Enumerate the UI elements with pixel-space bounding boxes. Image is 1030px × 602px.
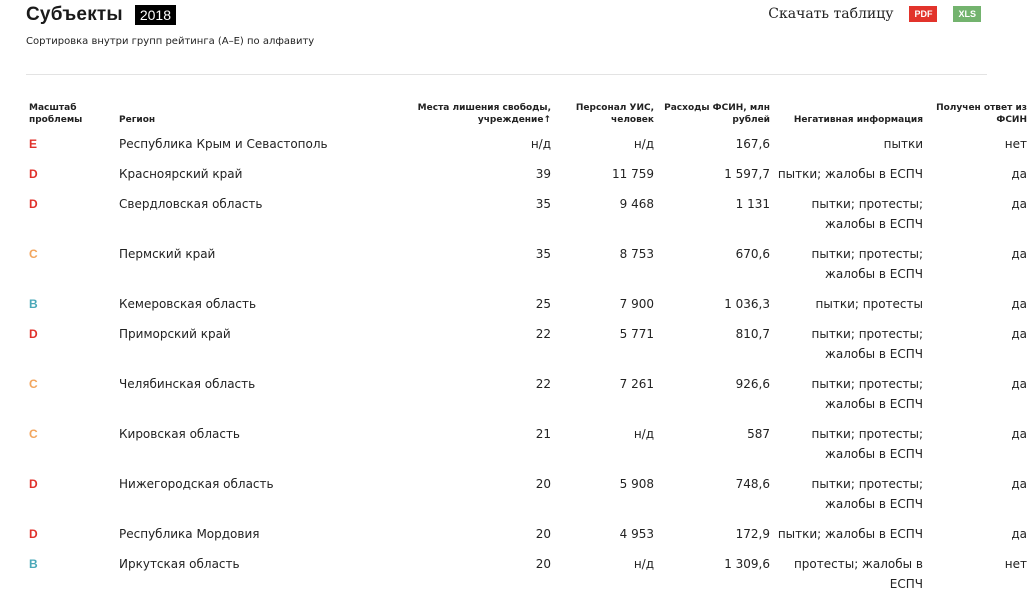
cost-cell: 926,6 — [735, 377, 770, 391]
staff-cell: 11 759 — [612, 167, 654, 181]
negative-info-cell: пытки; жалобы в ЕСПЧ — [777, 167, 923, 181]
region-cell: Пермский край — [119, 247, 216, 261]
negative-info-cell: пытки; жалобы в ЕСПЧ — [777, 527, 923, 541]
region-cell: Иркутская область — [119, 557, 240, 571]
table-row — [26, 192, 1030, 242]
cost-cell: 587 — [747, 427, 770, 441]
staff-cell: 7 900 — [619, 297, 654, 311]
divider — [26, 74, 987, 75]
region-cell: Нижегородская область — [119, 477, 274, 491]
table-row — [26, 242, 1030, 292]
cost-cell: 1 036,3 — [724, 297, 770, 311]
cost-cell: 670,6 — [735, 247, 770, 261]
region-cell: Приморский край — [119, 327, 231, 341]
answer-cell: нет — [1004, 137, 1027, 151]
table-row — [26, 292, 1030, 322]
col-places-label: Места лишения свободы, учреждение — [417, 103, 551, 125]
table-row — [26, 162, 1030, 192]
places-cell: 20 — [535, 477, 551, 491]
staff-cell: 5 908 — [619, 477, 654, 491]
negative-info-cell: пытки; протесты — [815, 297, 923, 311]
staff-cell: 9 468 — [619, 197, 654, 211]
regions-table — [26, 102, 1030, 602]
col-answer-header[interactable] — [926, 102, 1030, 132]
answer-cell: да — [1011, 427, 1027, 441]
table-row — [26, 322, 1030, 372]
places-cell: 25 — [535, 297, 551, 311]
col-region-header[interactable] — [116, 102, 399, 132]
scale-grade: D — [29, 197, 38, 211]
answer-cell: да — [1011, 327, 1027, 341]
answer-cell: да — [1011, 197, 1027, 211]
places-cell: 20 — [535, 527, 551, 541]
negative-info-cell: пытки; протесты; жалобы в ЕСПЧ — [811, 427, 923, 461]
page-title: Субъекты — [26, 4, 123, 25]
cost-cell: 1 597,7 — [724, 167, 770, 181]
negative-info-cell: пытки; протесты; жалобы в ЕСПЧ — [811, 247, 923, 281]
negative-info-cell: пытки — [883, 137, 923, 151]
scale-grade: E — [29, 137, 38, 151]
answer-cell: да — [1011, 297, 1027, 311]
negative-info-cell: протесты; жалобы в ЕСПЧ — [793, 557, 923, 591]
staff-cell: 7 261 — [619, 377, 654, 391]
table-header-row — [26, 102, 1030, 132]
col-scale-header[interactable] — [26, 102, 116, 132]
negative-info-cell: пытки; протесты; жалобы в ЕСПЧ — [811, 377, 923, 411]
region-cell: Кировская область — [119, 427, 241, 441]
places-cell: 20 — [535, 557, 551, 571]
col-staff-header[interactable] — [554, 102, 657, 132]
scale-grade: C — [29, 427, 38, 441]
staff-cell: н/д — [633, 137, 654, 151]
answer-cell: да — [1011, 167, 1027, 181]
answer-cell: да — [1011, 527, 1027, 541]
answer-cell: нет — [1004, 557, 1027, 571]
staff-cell: 4 953 — [619, 527, 654, 541]
region-cell: Республика Крым и Севастополь — [119, 137, 328, 151]
places-cell: 21 — [535, 427, 551, 441]
col-region-label: Регион — [119, 115, 156, 125]
table-body — [26, 132, 1030, 602]
staff-cell: н/д — [633, 557, 654, 571]
staff-cell: н/д — [633, 427, 654, 441]
cost-cell: 1 309,6 — [724, 557, 770, 571]
col-staff-label: Персонал УИС, человек — [575, 103, 654, 125]
col-negative-label: Негативная информация — [793, 115, 923, 125]
table-row — [26, 552, 1030, 602]
table-row — [26, 472, 1030, 522]
sort-description: Сортировка внутри групп рейтинга (А–Е) по алфавиту — [26, 36, 315, 47]
negative-info-cell: пытки; протесты; жалобы в ЕСПЧ — [811, 197, 923, 231]
table-row — [26, 422, 1030, 472]
cost-cell: 172,9 — [735, 527, 770, 541]
scale-grade: D — [29, 477, 38, 491]
page-header — [26, 4, 176, 26]
region-cell: Свердловская область — [119, 197, 263, 211]
table-row — [26, 522, 1030, 552]
download-table-link[interactable]: Скачать таблицу — [768, 6, 894, 22]
scale-grade: C — [29, 377, 38, 391]
scale-grade: D — [29, 527, 38, 541]
staff-cell: 5 771 — [619, 327, 654, 341]
cost-cell: 810,7 — [735, 327, 770, 341]
sort-arrow-icon: ↑ — [543, 115, 551, 125]
places-cell: 39 — [535, 167, 551, 181]
places-cell: 35 — [535, 247, 551, 261]
answer-cell: да — [1011, 247, 1027, 261]
cost-cell: 167,6 — [735, 137, 770, 151]
region-cell: Красноярский край — [119, 167, 243, 181]
places-cell: 35 — [535, 197, 551, 211]
places-cell: 22 — [535, 377, 551, 391]
staff-cell: 8 753 — [619, 247, 654, 261]
col-negative-header[interactable] — [773, 102, 926, 132]
answer-cell: да — [1011, 377, 1027, 391]
scale-grade: C — [29, 247, 38, 261]
negative-info-cell: пытки; протесты; жалобы в ЕСПЧ — [811, 327, 923, 361]
year-selector[interactable]: 2018 — [135, 5, 176, 25]
pdf-download-button[interactable]: PDF — [909, 6, 937, 22]
scale-grade: D — [29, 327, 38, 341]
scale-grade: B — [29, 297, 38, 311]
scale-grade: D — [29, 167, 38, 181]
scale-grade: B — [29, 557, 38, 571]
col-cost-label: Расходы ФСИН, млн рублей — [664, 103, 770, 125]
table-row — [26, 372, 1030, 422]
download-panel — [768, 6, 981, 22]
col-places-header[interactable] — [399, 102, 554, 132]
cost-cell: 1 131 — [735, 197, 770, 211]
region-cell: Челябинская область — [119, 377, 256, 391]
col-cost-header[interactable] — [657, 102, 773, 132]
table-row — [26, 132, 1030, 162]
answer-cell: да — [1011, 477, 1027, 491]
negative-info-cell: пытки; протесты; жалобы в ЕСПЧ — [811, 477, 923, 511]
xls-download-button[interactable]: XLS — [953, 6, 981, 22]
cost-cell: 748,6 — [735, 477, 770, 491]
region-cell: Республика Мордовия — [119, 527, 260, 541]
places-cell: 22 — [535, 327, 551, 341]
places-cell: н/д — [530, 137, 551, 151]
region-cell: Кемеровская область — [119, 297, 257, 311]
col-answer-label: Получен ответ из ФСИН — [936, 103, 1027, 125]
col-scale-label: Масштаб проблемы — [29, 103, 83, 125]
